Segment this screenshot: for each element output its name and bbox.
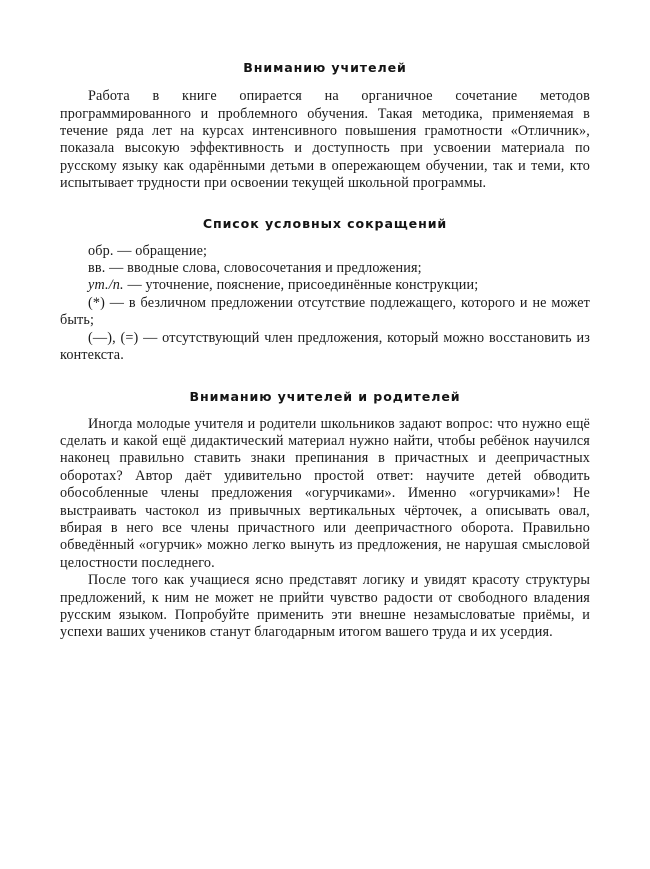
heading-teachers-notice: Вниманию учителей <box>243 60 407 75</box>
abbreviation-definition: — уточнение, пояснение, присоединённые конструкции; <box>123 277 479 294</box>
paragraph-teachers-notice: Работа в книге опирается на органичное сочетание методов программированного и проблемного обучения. Такая методика, применяемая в течение ряда лет на курсах интенсивного повышения грамотности «Отличник», показала высокую эффективность и доступность при усвоении материала по русскому языку как одарёнными детьми в опережающем обучении, так и теми, кто испытывает трудности при освоении текущей школьной программы. <box>60 88 590 192</box>
abbreviation-definition: — обращение; <box>113 242 208 259</box>
heading-abbreviations: Список условных сокращений <box>202 215 448 231</box>
heading-teachers-parents-notice: Вниманию учителей и родителей <box>189 388 461 404</box>
abbreviation-symbol: вв. <box>88 260 106 277</box>
abbreviation-definition: — вводные слова, словосочетания и предложения; <box>105 260 422 277</box>
abbreviation-symbol: обр. <box>88 242 114 259</box>
page-content <box>60 60 590 642</box>
abbreviation-symbol: ут./п. <box>88 277 124 294</box>
abbreviations-list <box>60 243 590 365</box>
paragraph-teachers-parents-2: После того как учащиеся ясно представят логику и увидят красоту структуры предложений, к ним не может не прийти чувство радости от свободного владения русским языком. Попробуйте применить эти внешне незамысловатые приёмы, и успехи ваших учеников станут благодарным итогом вашего труда и их усердия. <box>60 572 590 641</box>
list-item <box>60 243 590 260</box>
abbreviation-definition: — в безличном предложении отсутствие подлежащего, которого и не может быть; <box>60 294 590 329</box>
list-item <box>60 260 590 277</box>
list-item <box>60 295 590 330</box>
abbreviation-definition: — отсутствующий член предложения, который можно восстановить из контекста. <box>60 329 590 364</box>
list-item <box>60 277 590 294</box>
abbreviation-symbol: (—), (=) <box>88 329 139 346</box>
paragraph-teachers-parents-1: Иногда молодые учителя и родители школьников задают вопрос: что нужно ещё сделать и какой ещё дидактический материал нужно найти, чтобы ребёнок научился наконец правильно ставить знаки препинания в причастных и деепричастных оборотах? Автор даёт удивительно простой ответ: научите детей обводить обособленные члены предложения «огурчиками». Именно «огурчиками»! Не выстраивать частокол из привычных вертикальных чёрточек, а описывать овал, вбирая в него все члены причастного или деепричастного оборота. Правильно обведённый «огурчик» можно легко вынуть из предложения, не нарушая смысловой целостности последнего. <box>60 415 590 571</box>
abbreviation-symbol: (*) <box>88 294 105 311</box>
list-item <box>60 330 590 365</box>
